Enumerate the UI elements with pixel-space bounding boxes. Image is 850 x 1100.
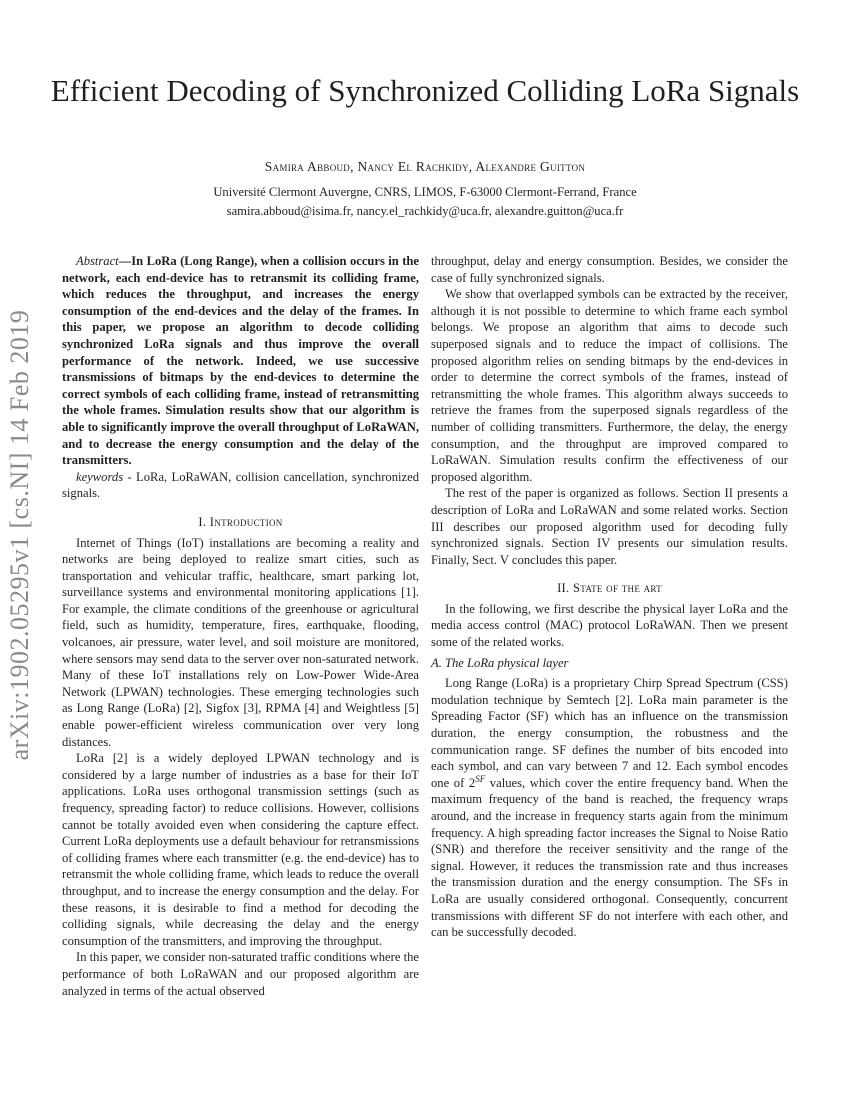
section-heading-state-of-the-art: II. State of the art — [557, 581, 662, 596]
paragraph-continued: throughput, delay and energy consumption. Besides, we consider the case of fully synchronized signals. — [431, 254, 788, 285]
text: Long Range (LoRa) is a proprietary Chirp Spread Spectrum (CSS) modulation technique by Semtech [2]. LoRa main parameter is the Spreading Factor (SF) which has an influence on the transmission duration, the energy consumption, the robustness and the communication range. SF defines the number of bits encoded into each symbol, and can vary between 7 and 12. Each symbol encodes one of 2 — [431, 676, 788, 790]
authors: Samira Abboud, Nancy El Rachkidy, Alexandre Guitton — [264, 159, 586, 174]
subsection-heading-lora-physical-layer: A. The LoRa physical layer — [431, 655, 569, 670]
paragraph: We show that overlapped symbols can be extracted by the receiver, although it is not possible to determine to which frame each symbol belongs. We propose an algorithm that aims to decode such superposed signals and to reduce the impact of collisions. The proposed algorithm relies on sending bitmaps by the end-devices in order to determine the correct symbols of the frames, instead of retransmitting the whole frames. This algorithm always succeeds to retrieve the frames from the superposed signals regardless of the number of colliding transmitters. Furthermore, the delay, the energy consumption, and the throughput are improved compared to LoRaWAN. Simulation results confirm the effectiveness of our proposed algorithm. — [431, 287, 788, 484]
paragraph: The rest of the paper is organized as follows. Section II presents a description of LoRa and LoRaWAN and some related works. Section III describes our proposed algorithm used for decoding fully synchronized signals. Section IV presents our simulation results. Finally, Sect. V concludes this paper. — [431, 486, 788, 567]
paragraph: LoRa [2] is a widely deployed LPWAN technology and is considered by a large number of industries as a base for their IoT applications. LoRa uses orthogonal transmission settings (such as frequency, spreading factor) to reduce collisions. However, collisions cannot be totally avoided even when considering the capture effect. Current LoRa deployments use a default behaviour for retransmissions of colliding frames where each transmitter (e.g. the end-device) has to retransmit the whole colliding frame, which leads to reduce the overall throughput, and to increase the energy consumption and the delay. For these reasons, it is desirable to find a method for decoding the colliding signals, while decreasing the delay and the energy consumption of the transmitters, and improving the throughput. — [62, 751, 419, 948]
arxiv-identifier-stamp: arXiv:1902.05295v1 [cs.NI] 14 Feb 2019 — [5, 309, 34, 761]
abstract-text: —In LoRa (Long Range), when a collision occurs in the network, each end-device has to retransmit its colliding frame, which reduces the throughput, and increases the energy consumption of the end-devices and the delay of the frames. In this paper, we propose an algorithm to decode colliding synchronized LoRa signals and thus improve the overall performance of the network. Indeed, we use successive transmissions of bitmaps by the end-devices to determine the correct symbols of each colliding frame, instead of retransmitting the whole frames. Simulation results show that our algorithm is able to significantly improve the overall throughput of LoRaWAN, and to decrease the energy consumption and the delay of the transmitters. — [62, 254, 419, 468]
left-column — [62, 253, 419, 999]
paragraph: In the following, we first describe the physical layer LoRa and the media access control (MAC) protocol LoRaWAN. Then we present some of the related works. — [431, 601, 788, 650]
keywords — [62, 469, 419, 502]
paragraph — [431, 675, 788, 941]
author-emails: samira.abboud@isima.fr, nancy.el_rachkidy@uca.fr, alexandre.guitton@uca.fr — [226, 204, 624, 218]
right-column — [431, 253, 788, 941]
abstract-label: Abstract — [76, 254, 119, 268]
affiliation: Université Clermont Auvergne, CNRS, LIMOS, F-63000 Clermont-Ferrand, France — [213, 185, 637, 199]
text: values, which cover the entire frequency band. When the maximum frequency of the band is reached, the frequency wraps around, and the increase in frequency starts again from the minimum frequency. A high spreading factor increases the Signal to Noise Ratio (SNR) and therefore the receiver sensitivity and the range of the signal. However, it reduces the transmission rate and thus increases the transmission duration and the energy consumption. The SFs in LoRa are usually considered orthogonal. Consequently, concurrent transmissions with different SF do not interfere with each other, and can be successfully decoded. — [431, 775, 789, 940]
abstract — [62, 253, 419, 469]
keywords-label: keywords — [76, 469, 124, 484]
keywords-text: - LoRa, LoRaWAN, collision cancellation, synchronized signals. — [62, 469, 419, 501]
paragraph: Internet of Things (IoT) installations are becoming a reality and networks are being deployed to realize smart cities, such as transportation and vehicular traffic, healthcare, smart parking lot, surveillance systems and environmental monitoring applications [1]. For example, the climate conditions of the greenhouse or agricultural field, such as humidity, temperature, fires, earthquake, flooding, volcanoes, air pressure, water level, and soil moisture are monitored, where sensors may send data to the server over non-saturated network. Many of these IoT installations rely on Low-Power Wide-Area Network (LPWAN) technologies. These emerging technologies such as Long Range (LoRa) [2], Sigfox [3], RPMA [4] and Weightless [5] enable power-efficient wireless communication over very long distances. — [62, 535, 419, 749]
paper-title: Efficient Decoding of Synchronized Colliding LoRa Signals — [50, 73, 800, 108]
section-heading-introduction: I. Introduction — [198, 514, 283, 529]
superscript: SF — [475, 773, 486, 784]
paragraph: In this paper, we consider non-saturated traffic conditions where the performance of both LoRaWAN and our proposed algorithm are analyzed in terms of the actual observed — [62, 950, 419, 998]
